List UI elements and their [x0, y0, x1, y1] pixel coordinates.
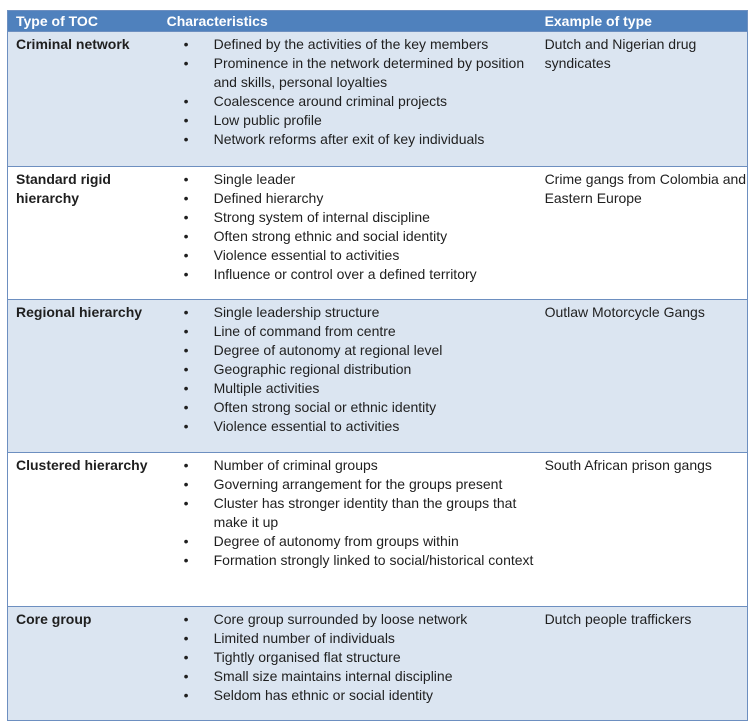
- table-row: [8, 606, 747, 720]
- characteristic-item: • Often strong ethnic and social identity: [159, 227, 537, 246]
- characteristic-item: • Network reforms after exit of key individuals: [159, 130, 537, 149]
- characteristic-item: • Defined by the activities of the key members: [159, 35, 537, 54]
- characteristics-list: [159, 607, 537, 705]
- toc-type-name: Standard rigid hierarchy: [16, 171, 111, 206]
- characteristic-item: • Defined hierarchy: [159, 189, 537, 208]
- characteristic-item: • Limited number of individuals: [159, 629, 537, 648]
- example-of-type: Dutch people traffickers: [544, 611, 692, 627]
- characteristic-item: • Seldom has ethnic or social identity: [159, 686, 537, 705]
- characteristic-item: • Line of command from centre: [159, 322, 537, 341]
- example-of-type: South African prison gangs: [544, 457, 712, 473]
- characteristic-item: • Degree of autonomy at regional level: [159, 341, 537, 360]
- characteristic-item: • Violence essential to activities: [159, 246, 537, 265]
- characteristic-item: • Core group surrounded by loose network: [159, 610, 537, 629]
- header-characteristics: Characteristics: [166, 13, 268, 29]
- characteristic-item: • Influence or control over a defined territory: [159, 265, 537, 284]
- toc-type-name: Criminal network: [16, 36, 130, 52]
- characteristic-item: • Coalescence around criminal projects: [159, 92, 537, 111]
- characteristic-item: • Strong system of internal discipline: [159, 208, 537, 227]
- table-header: [8, 11, 747, 31]
- header-type-of-toc: Type of TOC: [16, 13, 98, 29]
- characteristic-item: • Geographic regional distribution: [159, 360, 537, 379]
- characteristic-item: • Governing arrangement for the groups present: [159, 475, 537, 494]
- example-of-type: Dutch and Nigerian drug syndicates: [544, 36, 697, 71]
- characteristics-list: [159, 32, 537, 149]
- characteristics-list: [159, 167, 537, 284]
- toc-type-name: Core group: [16, 611, 92, 627]
- header-example-of-type: Example of type: [544, 13, 652, 29]
- characteristic-item: • Single leadership structure: [159, 303, 537, 322]
- characteristic-item: • Cluster has stronger identity than the groups that make it up: [159, 494, 537, 532]
- table-row: [8, 299, 747, 452]
- characteristic-item: • Small size maintains internal discipline: [159, 667, 537, 686]
- characteristic-item: • Tightly organised flat structure: [159, 648, 537, 667]
- table-row: [8, 452, 747, 606]
- characteristic-item: • Violence essential to activities: [159, 417, 537, 436]
- characteristic-item: • Single leader: [159, 170, 537, 189]
- toc-type-name: Clustered hierarchy: [16, 457, 148, 473]
- characteristic-item: • Multiple activities: [159, 379, 537, 398]
- toc-type-name: Regional hierarchy: [16, 304, 143, 320]
- example-of-type: Outlaw Motorcycle Gangs: [544, 304, 705, 320]
- characteristic-item: • Low public profile: [159, 111, 537, 130]
- example-of-type: Crime gangs from Colombia and Eastern Europe: [544, 171, 747, 206]
- table-row: [8, 166, 747, 299]
- characteristic-item: • Number of criminal groups: [159, 456, 537, 475]
- characteristic-item: • Formation strongly linked to social/historical context: [159, 551, 537, 570]
- characteristic-item: • Prominence in the network determined by position and skills, personal loyalties: [159, 54, 537, 92]
- characteristics-list: [159, 453, 537, 570]
- table-row: [8, 31, 747, 166]
- characteristics-list: [159, 300, 537, 436]
- toc-types-table: [7, 10, 748, 721]
- characteristic-item: • Degree of autonomy from groups within: [159, 532, 537, 551]
- characteristic-item: • Often strong social or ethnic identity: [159, 398, 537, 417]
